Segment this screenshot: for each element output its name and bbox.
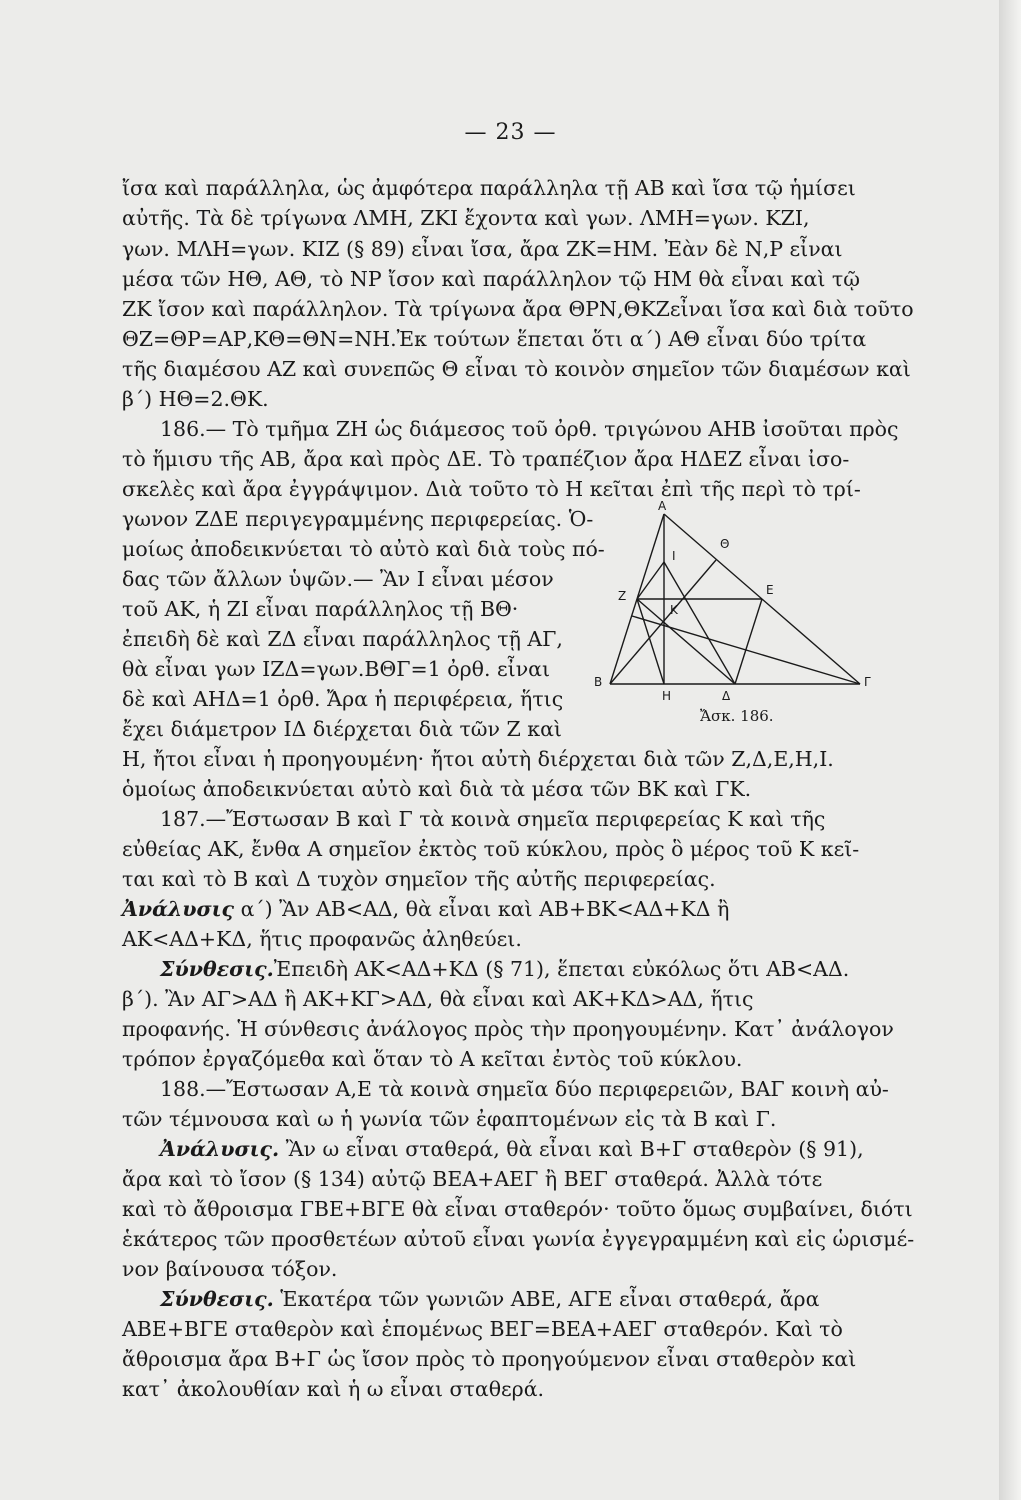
text-line: δὲ καὶ ΑΗΔ=1 ὀρθ. Ἄρα ἡ περιφέρεια, ἥτις [122, 687, 564, 711]
text-line: γωνον ΖΔΕ περιγεγραμμένης περιφερείας. Ὁ- [122, 507, 594, 531]
text-line: ἔχει διάμετρον ΙΔ διέρχεται διὰ τῶν Ζ καὶ [122, 717, 562, 741]
text-line [160, 956, 849, 982]
text-line [122, 896, 729, 922]
text-line: ἴσα καὶ παράλληλα, ὡς ἀμφότερα παράλληλα τῇ ΑΒ καὶ ἴσα τῷ ἡμίσει [122, 176, 856, 200]
text-line: προφανής. Ἡ σύνθεσις ἀνάλογος πρὸς τὴν προηγουμένην. Κατ᾽ ἀνάλογον [122, 1017, 894, 1041]
label-h: Η [662, 689, 672, 703]
text-line: γων. ΜΛΗ=γων. ΚΙΖ (§ 89) εἶναι ἴσα, ἄρα ΖΚ=ΗΜ. Ἐὰν δὲ Ν,Ρ εἶναι [122, 237, 843, 261]
text-line: σκελὲς καὶ ἄρα ἐγγράψιμον. Διὰ τοῦτο τὸ Η κεῖται ἐπὶ τῆς περὶ τὸ τρί- [122, 477, 861, 501]
text-line: ἄθροισμα ἄρα Β+Γ ὡς ἴσον πρὸς τὸ προηγούμενον εἶναι σταθερὸν καὶ [122, 1347, 857, 1371]
text-line: θὰ εἶναι γων ΙΖΔ=γων.ΒΘΓ=1 ὀρθ. εἶναι [122, 657, 551, 681]
text-line: τῆς διαμέσου ΑΖ καὶ συνεπῶς Θ εἶναι τὸ κοινὸν σημεῖον τῶν διαμέσων καὶ [122, 357, 911, 381]
text-line: ται καὶ τὸ Β καὶ Δ τυχὸν σημεῖον τῆς αὐτῆς περιφερείας. [122, 867, 716, 891]
label-d: Δ [722, 689, 731, 703]
bold-label: Σύνθεσις. [160, 957, 274, 981]
label-g: Γ [864, 675, 871, 689]
text-line: τρόπον ἐργαζόμεθα καὶ ὅταν τὸ Α κεῖται ἐντὸς τοῦ κύκλου. [122, 1047, 743, 1071]
text-line: ΘΖ=ΘΡ=ΑΡ,ΚΘ=ΘΝ=ΝΗ.Ἐκ τούτων ἕπεται ὅτι α΄) ΑΘ εἶναι δύο τρίτα [122, 327, 867, 351]
text-line: β΄). Ἂν ΑΓ>ΑΔ ἢ ΑΚ+ΚΓ>ΑΔ, θὰ εἶναι καὶ ΑΚ+ΚΔ>ΑΔ, ἥτις [122, 987, 754, 1011]
text-line: τὸ ἥμισυ τῆς ΑΒ, ἄρα καὶ πρὸς ΔΕ. Τὸ τραπέζιον ἄρα ΗΔΕΖ εἶναι ἰσο- [122, 447, 850, 471]
text-line: εὐθείας ΑΚ, ἔνθα Α σημεῖον ἐκτὸς τοῦ κύκλου, πρὸς ὃ μέρος τοῦ Κ κεῖ- [122, 837, 860, 861]
text-line: ἐπειδὴ δὲ καὶ ΖΔ εἶναι παράλληλος τῇ ΑΓ, [122, 627, 563, 651]
page-number: — 23 — [464, 120, 557, 145]
text-line [160, 1136, 864, 1162]
text-line: Η, ἤτοι εἶναι ἡ προηγουμένη· ἤτοι αὐτὴ διέρχεται διὰ τῶν Ζ,Δ,Ε,Η,Ι. [122, 747, 834, 771]
text-line: μέσα τῶν ΗΘ, ΑΘ, τὸ ΝΡ ἴσον καὶ παράλληλον τῷ ΗΜ θὰ εἶναι καὶ τῷ [122, 267, 860, 291]
text-line: 187.—Ἔστωσαν Β καὶ Γ τὰ κοινὰ σημεῖα περιφερείας Κ καὶ τῆς [160, 807, 826, 831]
triangle-figure [580, 500, 880, 740]
page-edge [999, 0, 1021, 1500]
text-line: ΖΚ ἴσον καὶ παράλληλον. Τὰ τρίγωνα ἄρα ΘΡΝ,ΘΚΖεἶναι ἴσα καὶ διὰ τοῦτο [122, 297, 914, 321]
bold-label: Σύνθεσις. [160, 1287, 274, 1311]
text-line: ΑΒΕ+ΒΓΕ σταθερὸν καὶ ἑπομένως ΒΕΓ=ΒΕΑ+ΑΕΓ σταθερόν. Καὶ τὸ [122, 1317, 843, 1341]
bold-label: Ἀνάλυσις [122, 897, 235, 921]
text-line [160, 1286, 819, 1312]
segment-zd [637, 599, 735, 684]
text-line: ὁμοίως ἀποδεικνύεται αὐτὸ καὶ διὰ τὰ μέσα τῶν ΒΚ καὶ ΓΚ. [122, 777, 752, 801]
text-line: αὐτῆς. Τὰ δὲ τρίγωνα ΛΜΗ, ΖΚΙ ἔχοντα καὶ γων. ΛΜΗ=γων. ΚΖΙ, [122, 206, 810, 230]
text-line: δας τῶν ἄλλων ὑψῶν.— Ἂν Ι εἶναι μέσον [122, 567, 554, 591]
text-line: μοίως ἀποδεικνύεται τὸ αὐτὸ καὶ διὰ τοὺς πό- [122, 537, 605, 561]
text-line: ἄρα καὶ τὸ ἴσον (§ 134) αὐτῷ ΒΕΑ+ΑΕΓ ἢ ΒΕΓ σταθερά. Ἀλλὰ τότε [122, 1167, 823, 1191]
label-k: Κ [670, 603, 678, 617]
text-line: 186.— Τὸ τμῆμα ΖΗ ὡς διάμεσος τοῦ ὀρθ. τριγώνου ΑΗΒ ἰσοῦται πρὸς [160, 417, 899, 441]
text-line: τῶν τέμνουσα καὶ ω ἡ γωνία τῶν ἐφαπτομένων εἰς τὰ Β καὶ Γ. [122, 1107, 777, 1131]
segment-zi [637, 562, 664, 599]
segment-zh [637, 599, 664, 684]
label-e: Ε [766, 583, 774, 597]
label-z: Ζ [618, 589, 627, 603]
label-i: Ι [672, 549, 676, 563]
text-line: νον βαίνουσα τόξον. [122, 1257, 338, 1281]
label-b: Β [594, 675, 603, 689]
text-line-content: Ἂν ω εἶναι σταθερά, θὰ εἶναι καὶ Β+Γ σταθερὸν (§ 91), [285, 1137, 864, 1161]
figure-caption: Ἄσκ. 186. [700, 707, 774, 725]
text-line: τοῦ ΑΚ, ἡ ΖΙ εἶναι παράλληλος τῇ ΒΘ· [122, 597, 519, 621]
text-line-content: Ἑκατέρα τῶν γωνιῶν ΑΒΕ, ΑΓΕ εἶναι σταθερά, ἄρα [280, 1287, 820, 1311]
text-line: 188.—Ἔστωσαν Α,Ε τὰ κοινὰ σημεῖα δύο περιφερειῶν, ΒΑΓ κοινὴ αὐ- [160, 1077, 889, 1101]
text-line-content: α΄) Ἂν ΑΒ<ΑΔ, θὰ εἶναι καὶ ΑΒ+ΒΚ<ΑΔ+ΚΔ ἢ [240, 897, 730, 921]
text-line-content: Ἐπειδὴ ΑΚ<ΑΔ+ΚΔ (§ 71), ἕπεται εὐκόλως ὅτι ΑΒ<ΑΔ. [273, 957, 850, 981]
text-line: καὶ τὸ ἄθροισμα ΓΒΕ+ΒΓΕ θὰ εἶναι σταθερόν· τοῦτο ὅμως συμβαίνει, διότι [122, 1197, 913, 1221]
text-line: ἑκάτερος τῶν προσθετέων αὐτοῦ εἶναι γωνία ἐγγεγραμμένη καὶ εἰς ὡρισμέ- [122, 1227, 915, 1251]
text-line: β΄) ΗΘ=2.ΘΚ. [122, 387, 269, 411]
bold-label: Ἀνάλυσις. [160, 1137, 280, 1161]
label-theta: Θ [720, 537, 730, 551]
segment-ed [735, 599, 762, 684]
text-line: ΑΚ<ΑΔ+ΚΔ, ἥτις προφανῶς ἀληθεύει. [122, 927, 522, 951]
label-a: Α [658, 500, 667, 513]
text-line: κατ᾽ ἀκολουθίαν καὶ ἡ ω εἶναι σταθερά. [122, 1377, 545, 1401]
